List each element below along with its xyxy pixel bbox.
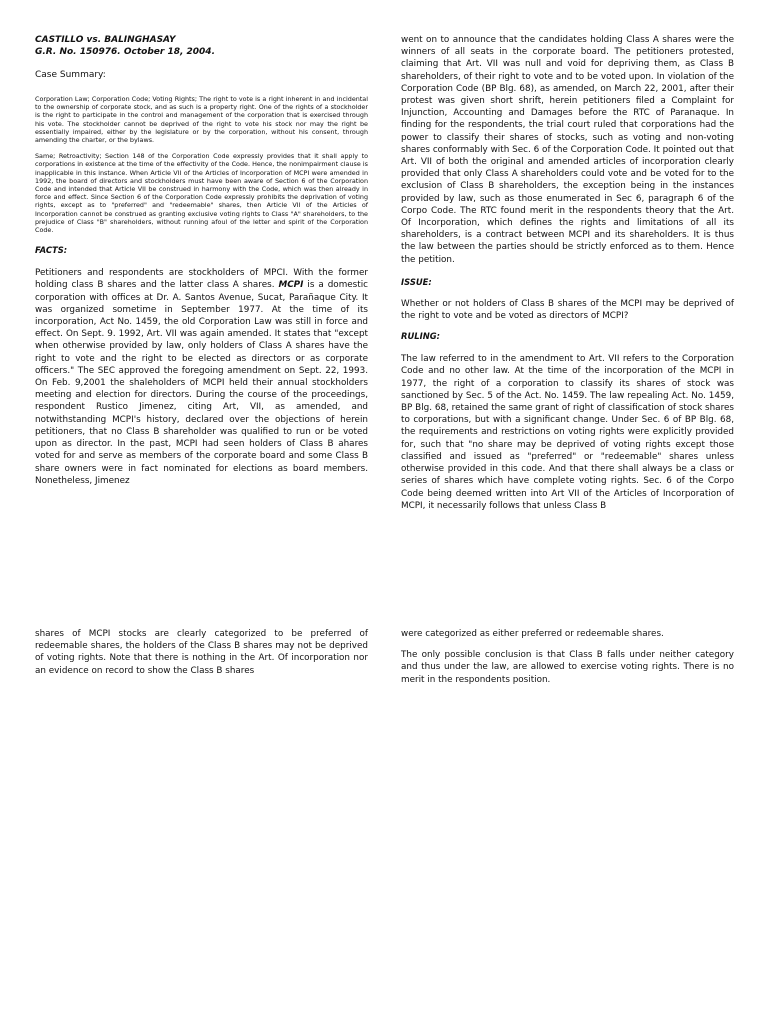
facts-mcpi-emphasis: MCPI — [278, 280, 304, 291]
summary-paragraph-2: Same; Retroactivity; Section 148 of the Corporation Code expressly provides that it shall apply to corporations in existence at the time of the effectivity of the Code. Hence, the nonimpairment clause is inapplicable in this instance. When Article VII of the Articles of Incorporation of MCPI were amended in 1992, the board of directors and stockholders must have been aware of Section 6 of the Corporation Code and intended that Article VII be construed in harmony with the Code, which was then already in force and effect. Since Section 6 of the Corporation Code expressly prohibits the deprivation of voting rights, except as to "preferred" and "redeemable" shares, then Article VII of the Articles of Incorporation cannot be construed as granting exclusive voting rights to Class "A" shareholders, to the prejudice of Class "B" shareholders, without running afoul of the letter and spirit of the Corporation Code. — [35, 152, 368, 235]
left-column-top — [35, 34, 368, 487]
case-citation: G.R. No. 150976. October 18, 2004. — [35, 47, 215, 57]
case-title: CASTILLO vs. BALINGHASAY — [35, 35, 176, 45]
issue-heading: ISSUE: — [401, 276, 432, 287]
ruling-continued-paragraph-2: were categorized as either preferred or redeemable shares. — [401, 629, 664, 639]
conclusion-paragraph: The only possible conclusion is that Class B falls under neither category and thus under the law, are allowed to exercise voting rights. There is no merit in the respondents position. — [401, 650, 734, 685]
ruling-continued-paragraph: shares of MCPI stocks are clearly categorized to be preferred of redeemable shares, the holders of the Class B shares may not be deprived of voting rights. Note that there is nothing in the Art. Of incorporation nor an evidence on record to show the Class B shares — [35, 629, 368, 676]
right-column-bottom — [401, 628, 734, 686]
left-column-bottom — [35, 628, 368, 677]
ruling-heading: RULING: — [401, 331, 440, 342]
case-summary-label: Case Summary: — [35, 70, 106, 80]
facts-heading: FACTS: — [35, 245, 68, 256]
facts-paragraph — [35, 267, 368, 487]
issue-paragraph: Whether or not holders of Class B shares of the MCPI may be deprived of the right to vote and be voted as directors of MCPI? — [401, 298, 734, 322]
ruling-paragraph: The law referred to in the amendment to Art. VII refers to the Corporation Code and no other law. At the time of the incorporation of the MCPI in 1977, the right of a corporation to classify its shares of stock was sanctioned by Sec. 5 of the Act. No. 1459. The law repealing Act. No. 1459, BP Blg. 68, retained the same grant of right of classification of stock shares to corporations, but with a significant change. Under Sec. 6 of BP Blg. 68, the requirements and restrictions on voting rights were explicitly provided for, such that "no share may be deprived of voting rights except those classified and issued as "preferred" or "redeemable" shares unless otherwise provided in this code. And that there shall always be a class or series of shares which have complete voting rights. Sec. 6 of the Corpo Code being deemed written into Art VII of the Articles of Incorporation of MCPI, it necessarily follows that unless Class B — [401, 354, 734, 511]
summary-paragraph-1: Corporation Law; Corporation Code; Voting Rights; The right to vote is a right inherent in and incidental to the ownership of corporate stock, and as such is a property right. One of the rights of a stockholder is the right to participate in the control and management of the corporation that is exercised through his vote. The stockholder cannot be deprived of the right to vote his stock nor may the right be essentially impaired, either by the legislature or by the corporation, without his consent, through amending the charter, or the bylaws. — [35, 95, 368, 145]
facts-text-rest: is a domestic corporation with offices at Dr. A. Santos Avenue, Sucat, Parañaque City. It was organized sometime in September 1977. At the time of its incorporation, Act No. 1459, the old Corporation Law was still in force and effect. On Sept. 9. 1992, Art. VII was again amended. It states that "except when otherwise provided by law, only holders of Class A shares have the right to vote and the right to be elected as directors or as corporate officers." The SEC approved the foregoing amendment on Sept. 22, 1993. On Feb. 9,2001 the shaleholders of MCPI held their annual stockholders meeting and election for directors. During the course of the proceedings, respondent Rustico Jimenez, citing Art, VII, as amended, and notwithstanding MCPI's history, declared over the objections of herein petitioners, that no Class B shareholder was qualified to run or be voted upon as director. In the past, MCPI had seen holders of Class B ahares voted for and serve as members of the corporate board and some Class B share owners were in fact nominated for elections as board members. Nonetheless, Jimenez — [35, 280, 368, 486]
right-column-top — [401, 34, 734, 512]
facts-text-start: Petitioners and respondents are stockholders of MPCI. With the former holding class B shares and the latter class A shares. — [35, 268, 368, 291]
facts-continued-paragraph: went on to announce that the candidates holding Class A shares were the winners of all seats in the corporate board. The petitioners protested, claiming that Art. VII was null and void for depriving them, as Class B shareholders, of their right to vote and to be voted upon. In violation of the Corporation Code (BP Blg. 68), as amended, on March 22, 2001, after their protest was given short shrift, herein petitioners filed a Complaint for Injunction, Accounting and Damages before the RTC of Paranaque. In finding for the respondents, the trial court ruled that corporations had the power to classify their shares of stocks, such as voting and non-voting shares conformably with Sec. 6 of the Corporation Code. It pointed out that Art. VII of both the original and amended articles of incorporation clearly provided that only Class A shareholders could vote and be voted for to the exclusion of Class B shareholders, the exception being in the instances provided by law, such as those enumerated in Sec 6, paragraph 6 of the Corpo Code. The RTC found merit in the respondents theory that the Art. Of Incorporation, which defines the rights and limitations of all its shareholders, is a contract between MCPI and its shareholders. It is thus the law between the parties should be strictly enforced as to them. Hence the petition. — [401, 35, 734, 265]
